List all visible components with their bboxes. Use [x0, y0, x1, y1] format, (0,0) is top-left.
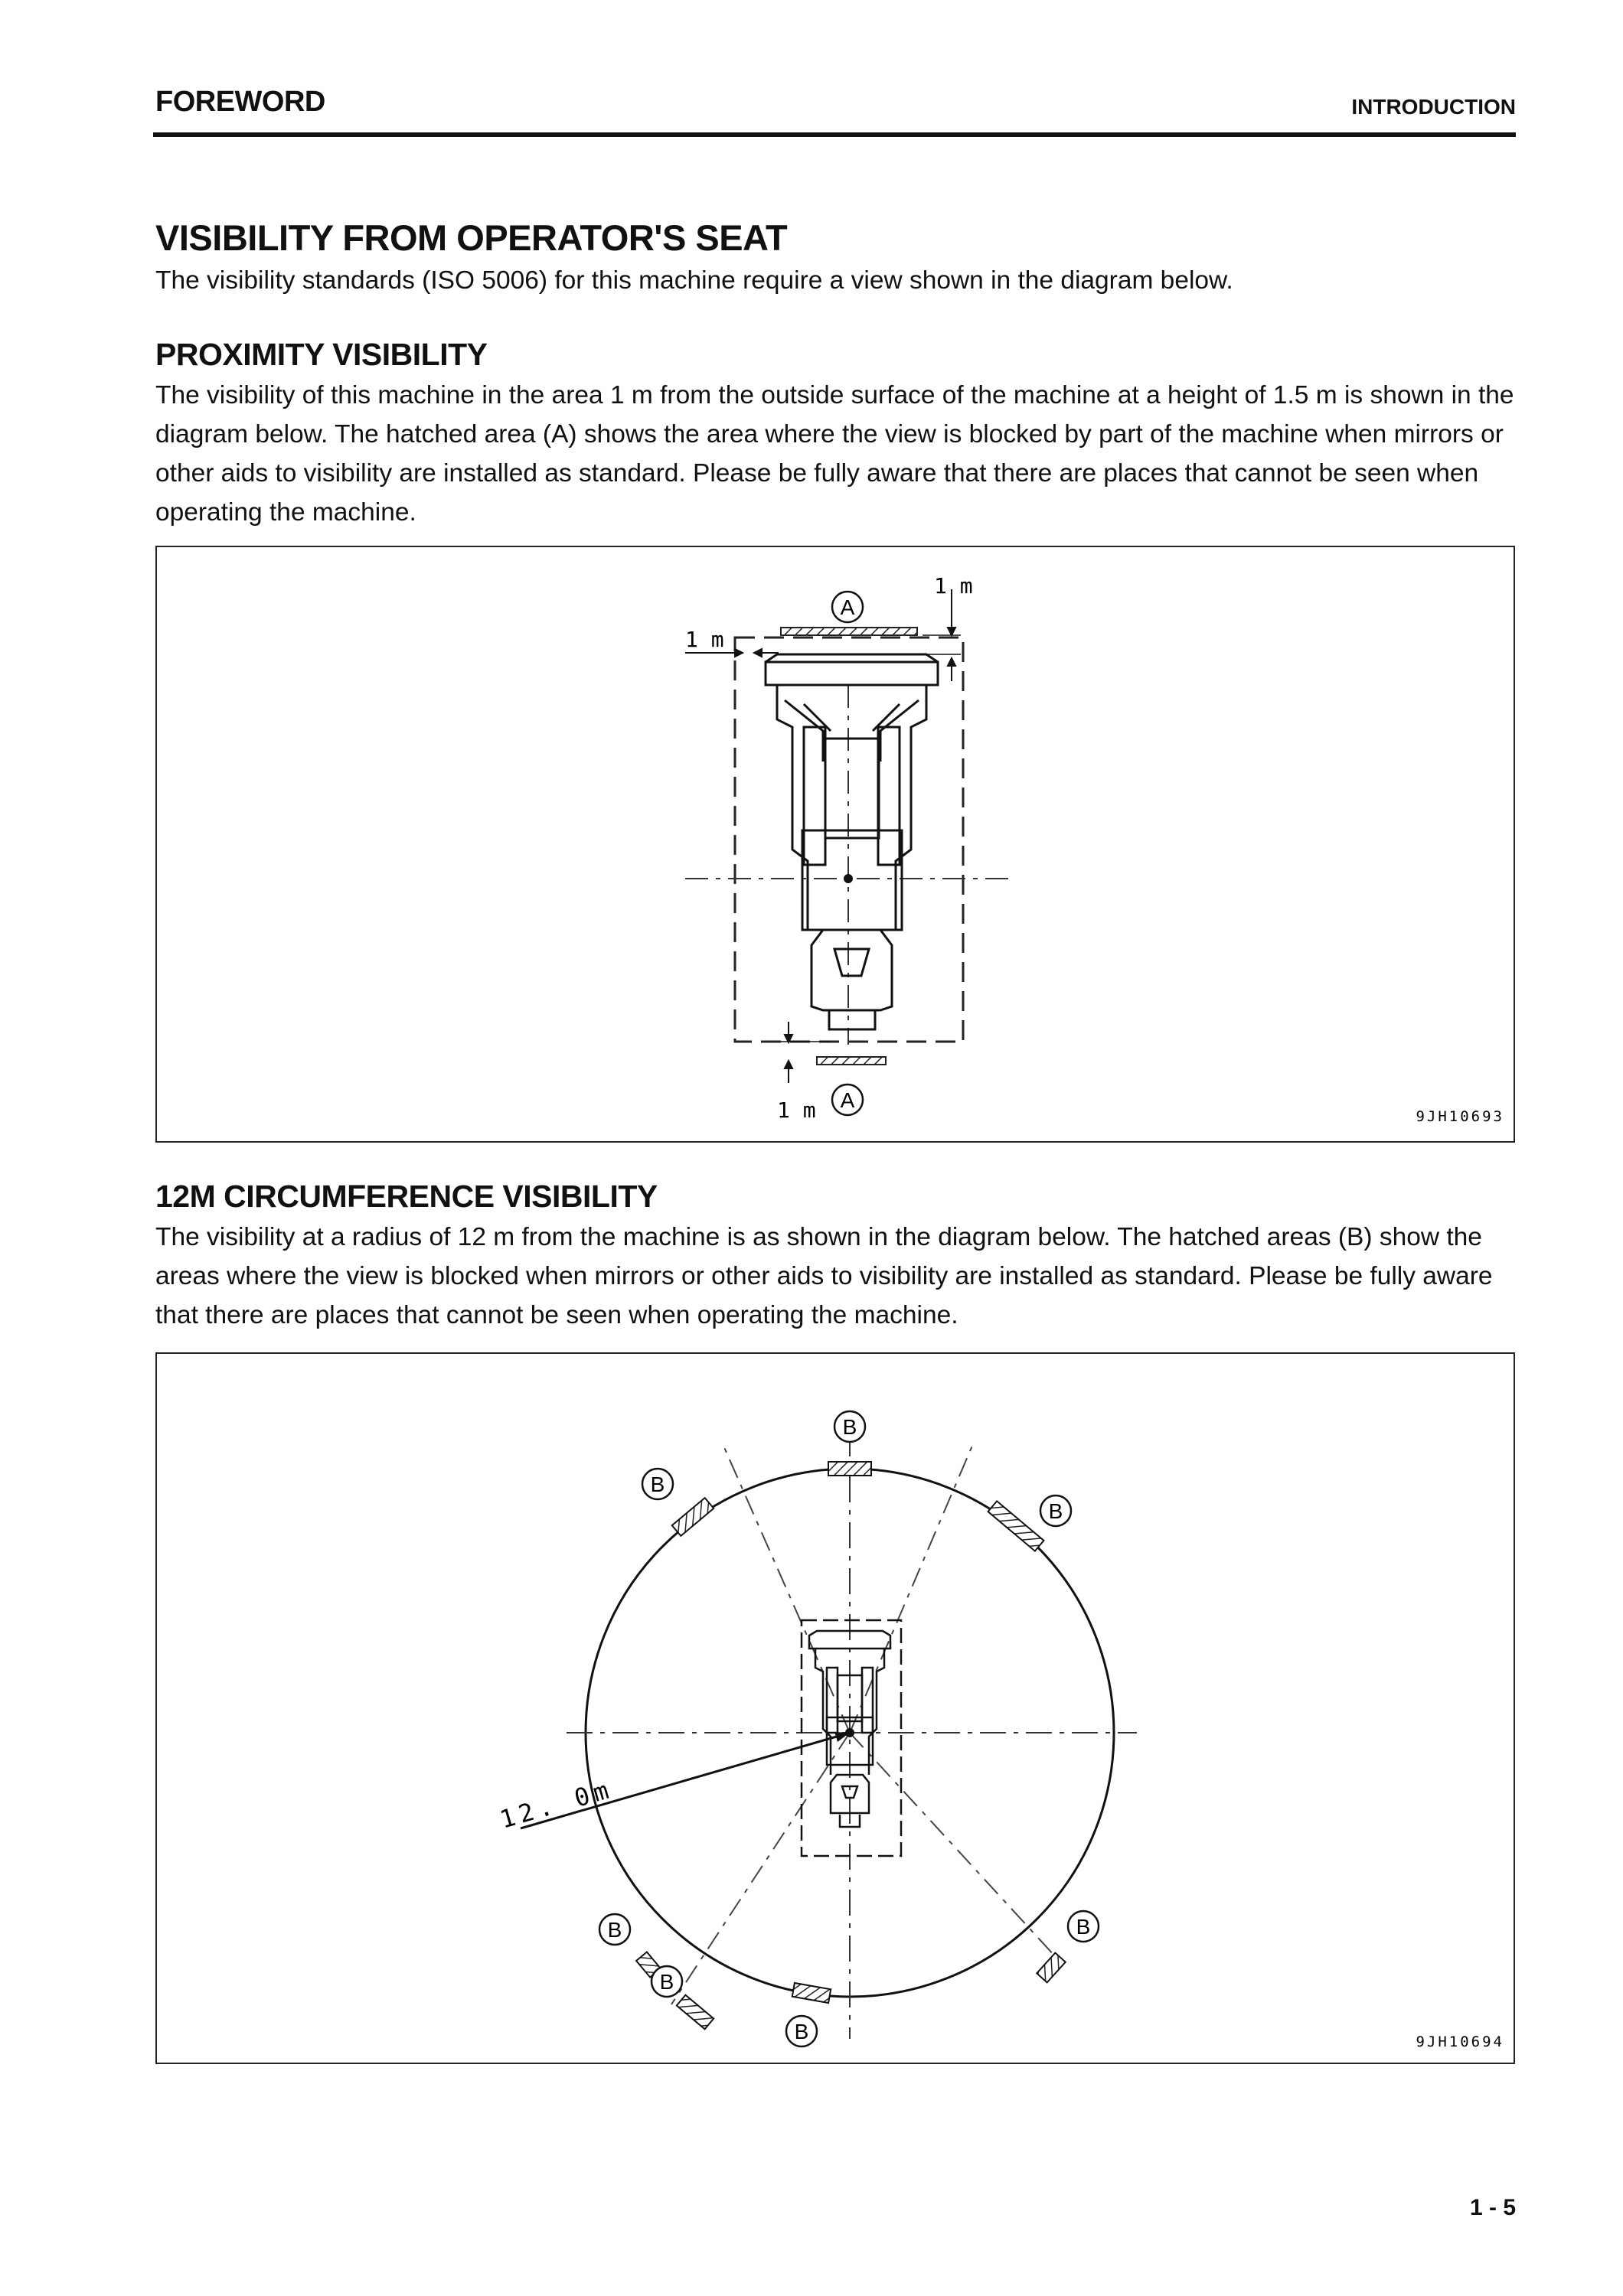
proximity-diagram	[157, 547, 1517, 1144]
blocked-area-front	[781, 628, 917, 635]
proximity-figure	[155, 546, 1515, 1143]
svg-text:B: B	[842, 1415, 857, 1439]
svg-text:B: B	[794, 2020, 809, 2043]
blocked-area-rear	[817, 1057, 886, 1065]
label-a-top	[832, 592, 863, 622]
page-title: VISIBILITY FROM OPERATOR'S SEAT	[155, 217, 788, 258]
sight-lines	[671, 1446, 1064, 2004]
visibility-paragraph: The visibility standards (ISO 5006) for this machine require a view shown in the diagram below.	[155, 266, 1233, 295]
header-section-title: FOREWORD	[155, 86, 325, 118]
label-b-bottom	[786, 2016, 817, 2047]
figure-code: 9JH10693	[1416, 1108, 1504, 1125]
circumference-heading: 12M CIRCUMFERENCE VISIBILITY	[155, 1179, 658, 1214]
blocked-areas-b	[636, 1462, 1066, 2029]
machine-top-view	[766, 654, 938, 1029]
svg-text:A: A	[840, 1088, 855, 1112]
proximity-paragraph: The visibility of this machine in the area 1 m from the outside surface of the machine at a height of 1.5 m is shown in the diagram below. The hatched area (A) shows the area where the view is blocked by part of the machine when mirrors or other aids to visibility are installed as standard. Please be fully aware that there are places that cannot be seen when operating the machine.	[155, 381, 1514, 527]
proximity-heading: PROXIMITY VISIBILITY	[155, 337, 488, 372]
svg-text:B: B	[1076, 1915, 1091, 1939]
circumference-paragraph: The visibility at a radius of 12 m from the machine is as shown in the diagram below. The hatched areas (B) show the areas where the view is blocked when mirrors or other aids to visibility are installed as standard. Please be fully aware that there are places that cannot be seen when operating the machine.	[155, 1223, 1493, 1329]
dim-label-left: 1 m	[685, 627, 724, 652]
label-b-lower-left-2	[651, 1966, 682, 1997]
label-b-upper-left	[642, 1469, 673, 1499]
page-number: 1 - 5	[1469, 2195, 1516, 2220]
machine-center-point	[844, 874, 853, 883]
label-b-top	[834, 1411, 865, 1442]
radius-label: 12. 0m	[496, 1774, 616, 1835]
header-chapter-title: INTRODUCTION	[1351, 95, 1516, 119]
circumference-diagram	[157, 1354, 1517, 2066]
svg-text:B: B	[650, 1473, 665, 1496]
label-b-lower-right	[1068, 1911, 1099, 1942]
circumference-figure	[155, 1352, 1515, 2064]
label-a-bottom	[832, 1084, 863, 1115]
label-b-lower-left	[599, 1914, 630, 1945]
figure-code: 9JH10694	[1416, 2033, 1504, 2050]
svg-text:B: B	[659, 1970, 674, 1994]
header-divider	[153, 132, 1516, 137]
svg-text:B: B	[1048, 1499, 1063, 1523]
svg-text:B: B	[607, 1918, 622, 1942]
svg-text:A: A	[840, 595, 855, 619]
dim-label-top: 1 m	[934, 573, 973, 598]
dim-label-bottom: 1 m	[777, 1097, 816, 1123]
label-b-upper-right	[1040, 1495, 1071, 1526]
